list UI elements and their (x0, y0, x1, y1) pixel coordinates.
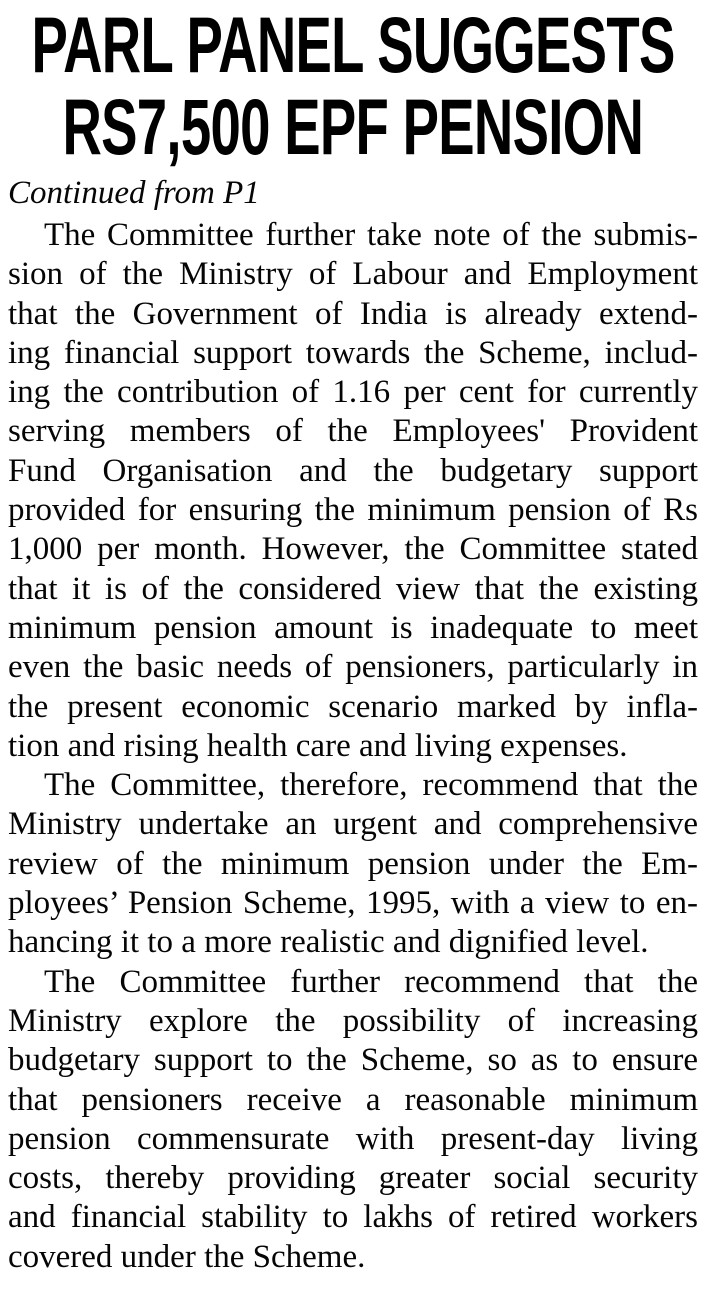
article-line: hancing it to a more realistic and dignified level. (8, 924, 649, 961)
headline-line-1 (0, 0, 706, 89)
article-line: The Committee, therefore, recommend that the (44, 767, 698, 804)
article-line: Fund Organisation and the budgetary support (8, 452, 698, 489)
article-line: 1,000 per month. However, the Committee stated (8, 531, 698, 568)
article-line: and financial stability to lakhs of retired workers (8, 1199, 698, 1236)
article-line: the present economic scenario marked by infla- (8, 688, 698, 725)
article-line: tion and rising health care and living expenses. (8, 727, 628, 764)
article-line: pension commensurate with present-day living (8, 1120, 698, 1157)
article-line: minimum pension amount is inadequate to meet (8, 609, 698, 646)
article-line: costs, thereby providing greater social security (8, 1160, 698, 1197)
article-line: Ministry explore the possibility of increasing (8, 1002, 698, 1039)
headline-text-line-1: PARL PANEL SUGGESTS (31, 0, 675, 89)
article-line: even the basic needs of pensioners, particularly in (8, 649, 698, 686)
article-line: sion of the Ministry of Labour and Employment (8, 256, 698, 293)
article-line: that it is of the considered view that the existing (8, 570, 698, 607)
article-body (8, 216, 698, 1277)
headline-line-2 (0, 81, 706, 171)
article-line: The Committee further take note of the submis- (44, 217, 698, 253)
article-line: covered under the Scheme. (8, 1238, 366, 1275)
article-headline (0, 0, 706, 171)
headline-text-line-2: RS7,500 EPF PENSION (62, 81, 644, 171)
article-line: that pensioners receive a reasonable minimum (8, 1081, 698, 1118)
article-line: ing the contribution of 1.16 per cent for currently (8, 374, 698, 411)
article-line: The Committee further recommend that the (44, 963, 698, 1000)
continued-from-note: Continued from P1 (8, 175, 260, 211)
article-line: budgetary support to the Scheme, so as to ensure (8, 1042, 698, 1079)
article-line: review of the minimum pension under the Em- (8, 845, 698, 882)
article-line: provided for ensuring the minimum pension of Rs (8, 492, 698, 529)
article-line: ing financial support towards the Scheme, includ- (8, 334, 698, 371)
article-line: that the Government of India is already extend- (8, 295, 698, 332)
article-line: Ministry undertake an urgent and comprehensive (8, 806, 698, 843)
article-line: ployees’ Pension Scheme, 1995, with a view to en- (8, 885, 698, 922)
article-line: serving members of the Employees' Provident (8, 413, 698, 450)
